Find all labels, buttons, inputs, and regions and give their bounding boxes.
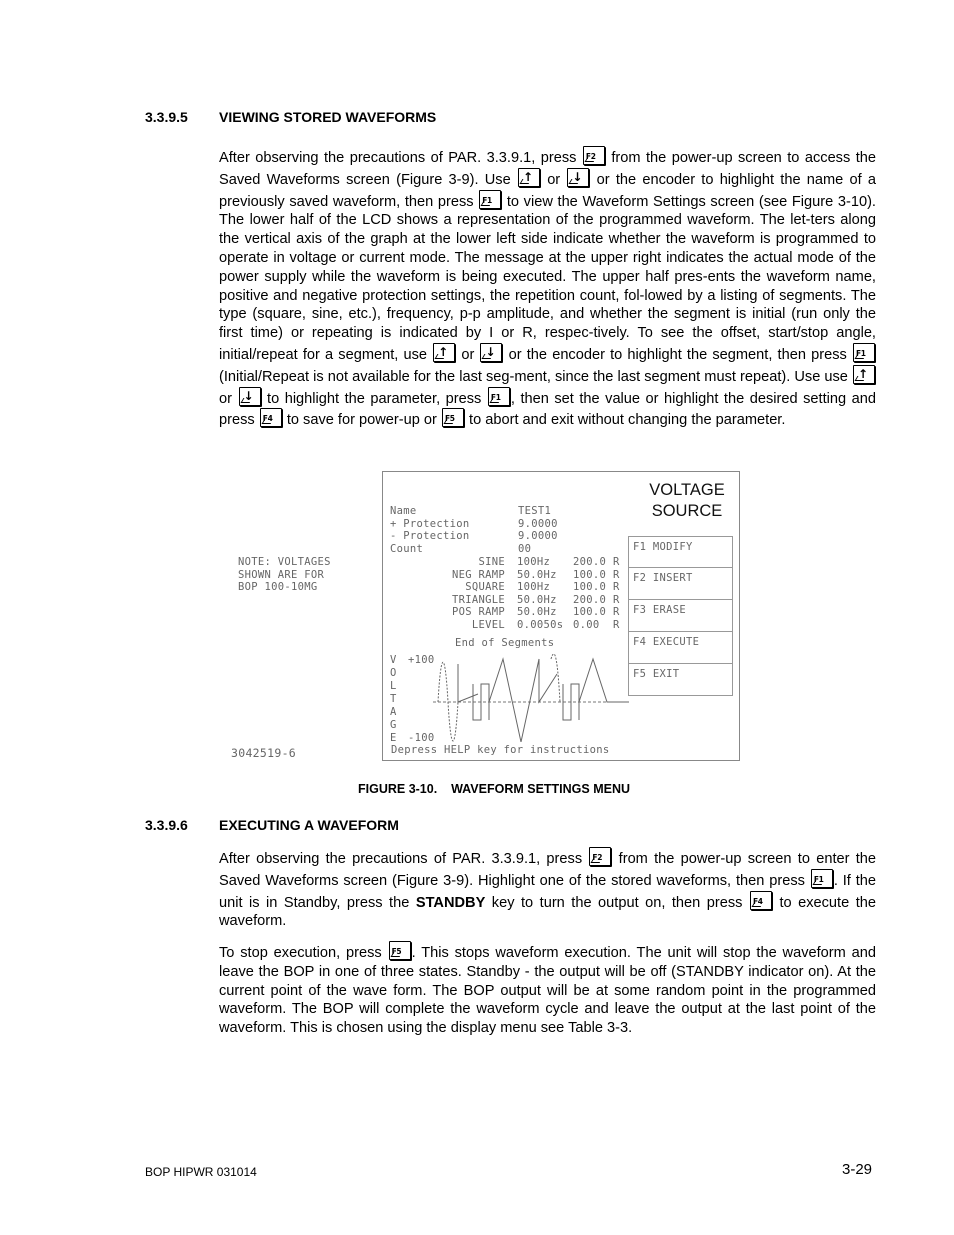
axis-top-label: +100	[408, 654, 435, 666]
section-title: EXECUTING A WAVEFORM	[219, 817, 399, 833]
paragraph-executing-waveform	[219, 847, 876, 931]
softkey-menu-item[interactable]: F1 MODIFY	[628, 536, 733, 568]
down-arrow-key-icon: ↓	[480, 343, 502, 362]
text-run: to view the Waveform Settings screen (see Figure 3-10). The lower half of the LCD shows a representation of the programmed waveform. The let-ters along the vertical axis of the graph at the lower left side indicate whether the waveform is programmed to operate in voltage or current mode. The message at the upper right indicates the actual mode of the power supply while the waveform is being executed. The upper half pres-ents the waveform name, positive and negative protection settings, the repetition count, fol-lowed by a listing of segments. The type (square, sine, etc.), frequency, p-p amplitude, and whether the segment is initial (run only the first time) or repeating is indicated by I or R, respec-tively. To see the offset, start/stop angle, initial/repeat for a segment, use	[219, 193, 876, 363]
paragraph-viewing-stored-waveforms	[219, 146, 876, 430]
field-neg-protection-row: - Protection 9.0000	[390, 530, 558, 543]
f2-key-icon: F2	[583, 146, 605, 165]
axis-letter: T	[390, 693, 397, 705]
text-run: or	[547, 171, 561, 188]
softkey-menu	[628, 536, 733, 696]
text-run: . If the unit is in Standby, press the	[219, 872, 876, 911]
softkey-menu-item[interactable]: F5 EXIT	[628, 664, 733, 696]
triangle-segment	[489, 659, 539, 742]
pos-ramp-segment	[539, 659, 557, 702]
note-line: NOTE: VOLTAGES	[238, 556, 331, 568]
drawing-number: 3042519-6	[231, 746, 297, 760]
f1-key-icon: F1	[811, 869, 833, 888]
text-run: or	[461, 346, 475, 363]
triangle-segment-2	[579, 659, 629, 702]
text-run: or	[219, 390, 232, 407]
note-line: SHOWN ARE FOR	[238, 568, 325, 581]
text-run: key to turn the output on, then press	[491, 894, 743, 911]
up-arrow-key-icon: ↑	[853, 365, 875, 384]
text-run: to abort and exit without changing the parameter.	[469, 412, 786, 429]
text-run: After observing the precautions of PAR. 3.3.9.1, press	[219, 150, 577, 166]
field-count-row: Count 00	[390, 543, 532, 556]
mode-line: SOURCE	[651, 502, 723, 520]
text-run: To stop execution, press	[219, 945, 382, 961]
end-of-segments: End of Segments	[455, 637, 555, 649]
axis-letter: O	[390, 667, 397, 679]
f1-key-icon: F1	[479, 190, 501, 209]
f4-key-icon: F4	[260, 408, 282, 427]
mode-line: VOLTAGE	[649, 481, 725, 499]
neg-ramp-segment	[458, 664, 478, 702]
segment-row[interactable]: NEG RAMP 50.0Hz 100.0 R	[452, 568, 620, 581]
text-run: , then set the value or highlight the desired setting and press	[219, 390, 876, 429]
f5-key-icon: F5	[442, 408, 464, 427]
waveform-fields	[390, 505, 558, 556]
text-run: After observing the precautions of PAR. 3.3.9.1, press	[219, 851, 583, 867]
text-run: to save for power-up or	[286, 412, 437, 429]
axis-letter: A	[390, 706, 397, 718]
axis-bottom-label: -100	[408, 732, 435, 744]
down-arrow-key-icon: ↓	[567, 168, 589, 187]
segment-row[interactable]: POS RAMP 50.0Hz 100.0 R	[452, 606, 620, 619]
field-name-row: Name TEST1	[390, 505, 552, 517]
text-run: to highlight the parameter, press	[267, 390, 482, 407]
mode-message	[633, 480, 741, 522]
axis-letter: L	[390, 680, 397, 692]
softkey-menu-item[interactable]: F3 ERASE	[628, 600, 733, 632]
up-arrow-key-icon: ↑	[433, 343, 455, 362]
text-run: from the power-up screen to enter the Saved Waveforms screen (Figure 3-9). Highlight one of the stored waveforms, then press	[219, 851, 877, 889]
section-heading-3-3-9-6	[145, 817, 399, 833]
axis-letter: V	[390, 654, 397, 666]
axis-letter: E	[390, 732, 397, 744]
segment-list[interactable]	[413, 556, 620, 632]
segment-row[interactable]: TRIANGLE 50.0Hz 200.0 R	[452, 593, 620, 606]
figure-note	[238, 556, 331, 594]
f2-key-icon: F2	[589, 847, 611, 866]
sine-segment-2	[551, 654, 560, 702]
f1-key-icon: F1	[853, 343, 875, 362]
f4-key-icon: F4	[750, 891, 772, 910]
softkey-menu-item[interactable]: F2 INSERT	[628, 568, 733, 600]
figure-caption: FIGURE 3-10. WAVEFORM SETTINGS MENU	[358, 782, 631, 796]
up-arrow-key-icon: ↑	[518, 168, 540, 187]
f5-key-icon: F5	[389, 941, 411, 960]
text-run: or the encoder to highlight the segment, then press	[508, 346, 847, 363]
down-arrow-key-icon: ↓	[239, 387, 261, 406]
text-run: or the encoder to highlight the name of a previously saved waveform, then press	[219, 171, 877, 210]
vertical-axis-letters	[390, 654, 397, 745]
help-line: Depress HELP key for instructions	[391, 744, 610, 756]
section-heading-3-3-9-5	[145, 109, 437, 125]
section-title: VIEWING STORED WAVEFORMS	[219, 109, 437, 125]
text-run: (Initial/Repeat is not available for the last seg-ment, since the last segment must repeat). Use use	[219, 368, 848, 385]
page-number: 3-29	[842, 1161, 873, 1178]
segment-row[interactable]: SQUARE 100Hz 100.0 R	[465, 581, 620, 594]
section-number: 3.3.9.5	[145, 109, 188, 125]
softkey-menu-item[interactable]: F4 EXECUTE	[628, 632, 733, 664]
section-number: 3.3.9.6	[145, 817, 188, 833]
lcd-screen	[382, 471, 740, 761]
text-run: . This stops waveform execution. The unit will stop the waveform and leave the BOP in one of three states. Standby - the output will be off (STANDBY indicator on). At the current point of the wave form. The BOP output will be at some random point in the programmed waveform. The BOP will complete the waveform cycle and leave the output at the last point of the waveform. This is chosen using the display menu see Table 3-3.	[219, 945, 876, 1037]
note-line: BOP 100-10MG	[238, 581, 318, 593]
segment-row[interactable]: SINE 100Hz 200.0 R	[478, 556, 620, 568]
f1-key-icon: F1	[488, 387, 510, 406]
paragraph-stop-execution	[219, 941, 876, 1038]
text-run: from the power-up screen to access the Saved Waveforms screen (Figure 3-9). Use	[219, 150, 877, 188]
field-pos-protection-row: + Protection 9.0000	[390, 517, 558, 530]
text-run: to execute the waveform.	[219, 894, 876, 930]
axis-letter: G	[390, 719, 397, 731]
standby-key-name: STANDBY	[415, 894, 486, 911]
segment-row[interactable]: LEVEL 0.0050s 0.00 R	[471, 618, 620, 631]
waveform-plot	[433, 654, 629, 742]
footer-doc-id: BOP HIPWR 031014	[145, 1165, 257, 1179]
